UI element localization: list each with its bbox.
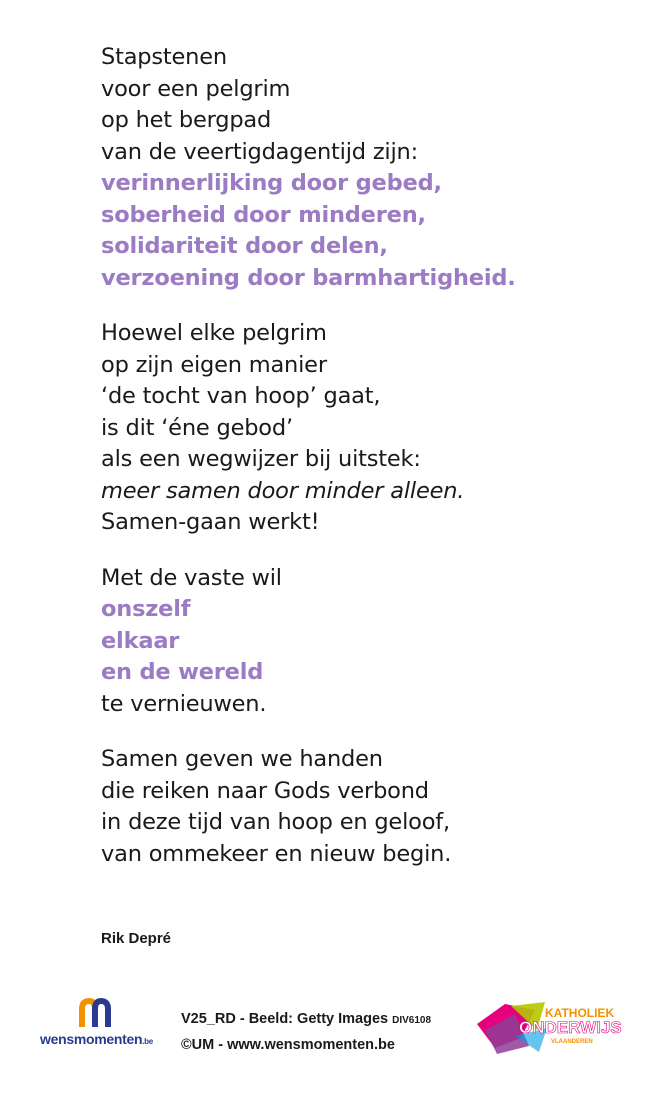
poem-line: verzoening door barmhartigheid. xyxy=(101,264,516,291)
footer xyxy=(0,995,645,1065)
author-name: Rik Depré xyxy=(101,930,172,947)
poem-line: van de veertigdagentijd zijn: xyxy=(101,138,418,165)
credits-line-1: V25_RD - Beeld: Getty Images DIV6108 xyxy=(181,1011,432,1027)
poem-stanza xyxy=(101,42,621,294)
wensmomenten-m-icon xyxy=(78,997,112,1029)
poem xyxy=(101,42,621,894)
poem-line: solidariteit door delen, xyxy=(101,233,388,259)
poem-line: als een wegwijzer bij uitstek: xyxy=(101,446,421,472)
poem-line: Hoewel elke pelgrim xyxy=(101,320,327,346)
poem-stanza xyxy=(101,563,621,721)
poem-line: meer samen door minder alleen. xyxy=(101,477,465,504)
poem-line: voor een pelgrim xyxy=(101,75,291,102)
poem-line: Samen-gaan werkt! xyxy=(101,509,320,535)
poem-line: van ommekeer en nieuw begin. xyxy=(101,840,452,867)
katholiek-label: KATHOLIEK xyxy=(545,1006,615,1020)
poem-stanza xyxy=(101,318,621,539)
poem-line: op zijn eigen manier xyxy=(101,351,327,378)
poem-line: is dit ‘éne gebod’ xyxy=(101,414,293,441)
onderwijs-label: ONDERWIJS xyxy=(519,1018,622,1037)
poem-line: Stapstenen xyxy=(101,44,227,70)
credits-line-2: ©UM - www.wensmomenten.be xyxy=(181,1037,395,1053)
poem-line: verinnerlijking door gebed, xyxy=(101,170,442,196)
poem-line: Met de vaste wil xyxy=(101,564,282,591)
vlaanderen-label: VLAANDEREN xyxy=(551,1039,593,1045)
poem-line: te vernieuwen. xyxy=(101,690,267,717)
poem-line: onszelf xyxy=(101,596,191,622)
poem-line: in deze tijd van hoop en geloof, xyxy=(101,809,450,835)
poem-line: ‘de tocht van hoop’ gaat, xyxy=(101,383,381,409)
poem-line: soberheid door minderen, xyxy=(101,201,426,228)
poem-line: elkaar xyxy=(101,627,180,654)
katholiek-onderwijs-logo xyxy=(475,1000,622,1058)
poem-line: en de wereld xyxy=(101,659,264,685)
poem-line: op het bergpad xyxy=(101,107,272,133)
wensmomenten-logo xyxy=(40,995,168,1055)
poem-stanza xyxy=(101,744,621,870)
credits xyxy=(181,1007,431,1057)
poem-line: Samen geven we handen xyxy=(101,746,383,772)
poem-line: die reiken naar Gods verbond xyxy=(101,777,429,804)
wensmomenten-wordmark: wensmomenten.be xyxy=(40,1031,153,1047)
